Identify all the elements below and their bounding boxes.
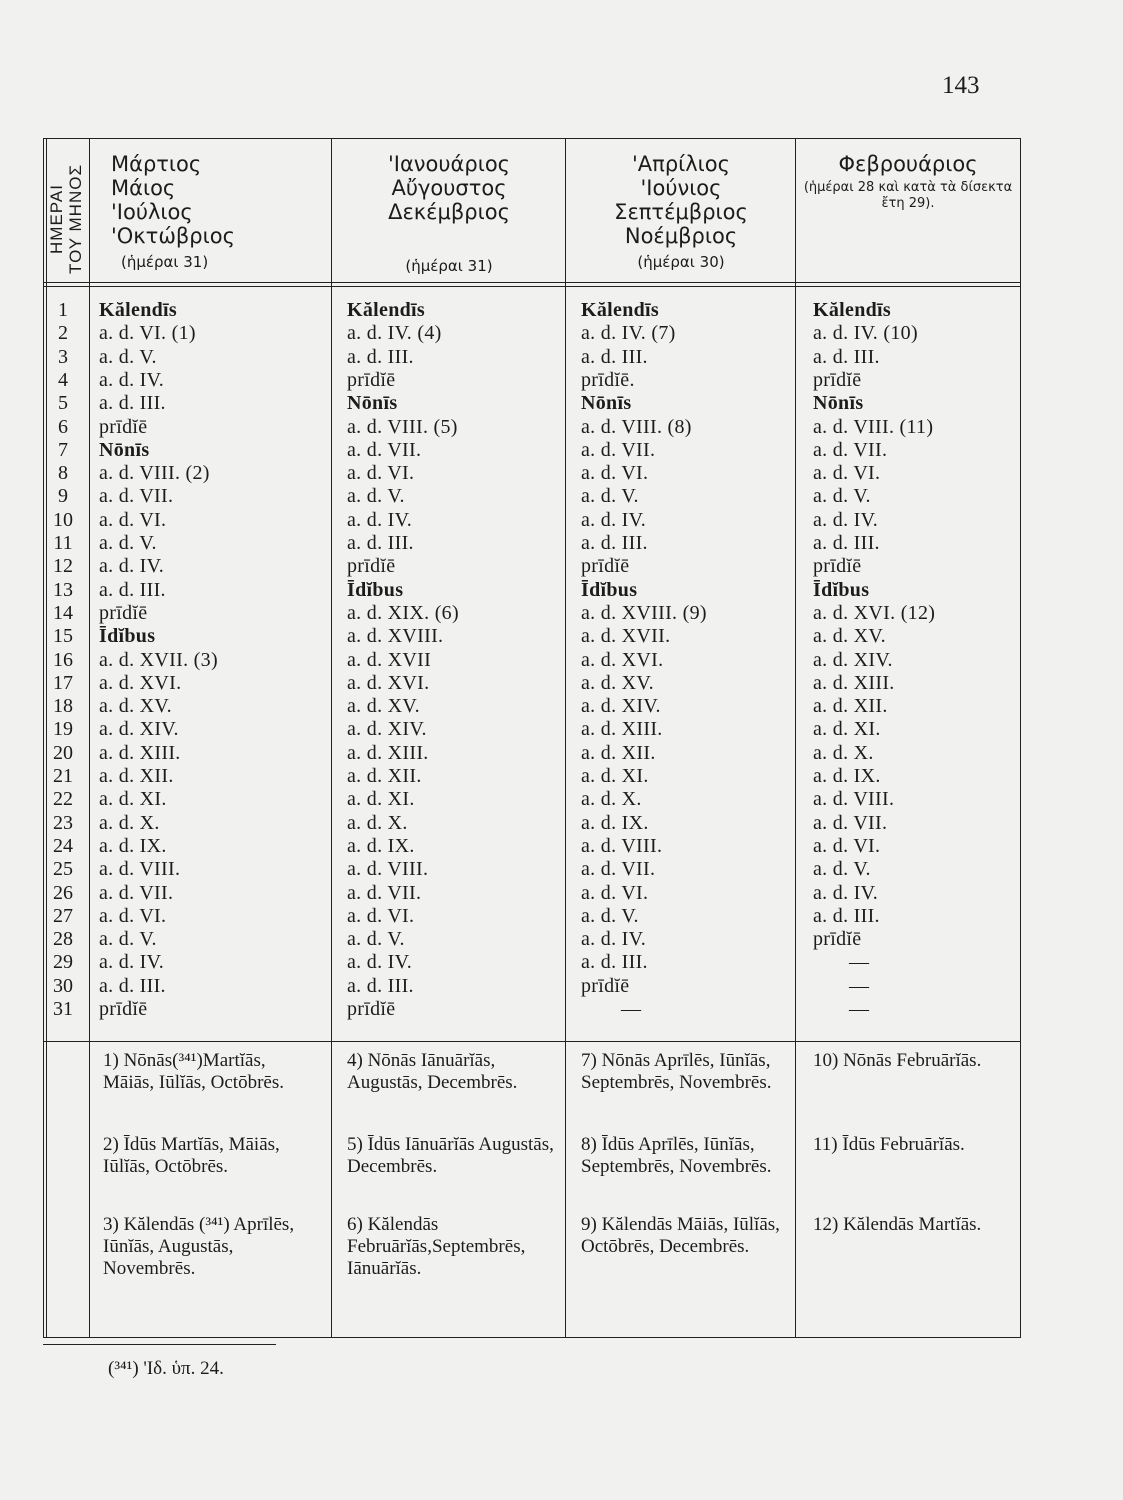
header-days: (ἡμέραι 28 καὶ κατὰ τὰ δίσεκτα ἔτη 29).: [803, 180, 1013, 211]
calendar-cell: Nōnīs: [347, 392, 398, 415]
header-month: Φεβρουάριος: [838, 152, 978, 176]
calendar-cell: a. d. VII.: [581, 858, 656, 881]
day-number: 1: [58, 299, 68, 321]
day-number: 9: [58, 485, 68, 508]
calendar-cell: a. d. IX.: [581, 811, 649, 834]
calendar-cell: a. d. VII.: [347, 438, 422, 461]
calendar-cell: Īdĭbus: [99, 625, 156, 648]
footnote-entry: 2) Īdūs Martĭās, Māiās, Iūlĭās, Octōbrēs.: [103, 1134, 280, 1177]
header-month: 'Ιούνιος: [640, 176, 722, 200]
day-number: 12: [53, 555, 73, 578]
calendar-cell: a. d. XIII.: [99, 741, 181, 764]
calendar-cell: a. d. XIII.: [581, 718, 663, 741]
calendar-cell: a. d. III.: [99, 392, 166, 415]
calendar-cell: prīdĭē: [813, 555, 862, 578]
calendar-cell: a. d. V.: [99, 345, 157, 368]
calendar-cell: a. d. VI. (1): [99, 322, 196, 345]
calendar-cell: a. d. IX.: [99, 834, 167, 857]
calendar-cell: a. d. XI.: [347, 788, 415, 811]
calendar-cell: a. d. III.: [99, 578, 166, 601]
calendar-cell: a. d. XIV.: [581, 695, 661, 718]
calendar-cell: prīdĭē: [347, 555, 396, 578]
footnote-rule: [43, 1344, 276, 1345]
calendar-cell: prīdĭē: [813, 928, 862, 951]
footnote-entry: 8) Īdūs Aprīlēs, Iūnĭās, Septembrēs, Novembrēs.: [581, 1134, 772, 1177]
calendar-cell: a. d. IV.: [813, 881, 879, 904]
footnote: (³⁴¹) 'Ιδ. ὑπ. 24.: [108, 1358, 224, 1379]
calendar-cell: a. d. VI.: [581, 462, 649, 485]
calendar-cell: a. d. XIX. (6): [347, 601, 459, 624]
header-col1: [99, 152, 333, 274]
calendar-cell: prīdĭē: [813, 368, 862, 391]
calendar-cell: a. d. X.: [99, 811, 160, 834]
calendar-cell: a. d. VI.: [347, 904, 415, 927]
day-number: 24: [53, 834, 73, 857]
calendar-cell: a. d. XV.: [347, 695, 420, 718]
calendar-cell: prīdĭē.: [581, 368, 635, 391]
calendar-cell: a. d. X.: [581, 788, 642, 811]
calendar-cell: a. d. XI.: [99, 788, 167, 811]
day-number: 22: [53, 788, 73, 811]
calendar-cell: a. d. III.: [99, 974, 166, 997]
header-month: 'Ιανουάριος: [388, 152, 510, 176]
footnote-entry: 6) Kălendās Februārĭās,Septembrēs, Iānuārĭās.: [347, 1214, 526, 1279]
calendar-cell: a. d. VI.: [813, 462, 881, 485]
calendar-cell: —: [621, 998, 642, 1020]
calendar-cell: Īdĭbus: [813, 578, 870, 601]
calendar-cell: prīdĭē: [99, 601, 148, 624]
day-number: 3: [58, 345, 68, 368]
day-number: 6: [58, 415, 68, 438]
calendar-cell: a. d. XVI.: [347, 671, 430, 694]
day-number: 29: [53, 951, 73, 974]
calendar-cell: a. d. III.: [581, 532, 648, 554]
header-days: (ἡμέραι 31): [405, 257, 493, 275]
calendar-cell: a. d. IV.: [347, 508, 413, 531]
calendar-cell: a. d. VIII. (5): [347, 415, 458, 438]
calendar-cell: a. d. XIV.: [347, 718, 427, 741]
day-number: 16: [53, 648, 73, 671]
calendar-cell: a. d. XVI.: [99, 671, 182, 694]
calendar-cell: Nōnīs: [813, 392, 864, 415]
calendar-cell: a. d. VIII.: [347, 858, 429, 881]
header-month: Σεπτέμβριος: [614, 200, 748, 224]
calendar-cell: a. d. V.: [347, 928, 405, 951]
day-number: 4: [58, 368, 68, 391]
header-col3: [567, 152, 795, 274]
day-number: 27: [53, 904, 73, 927]
day-number: 23: [53, 811, 73, 834]
calendar-cell: a. d. XIV.: [813, 648, 893, 671]
calendar-cell: a. d. XIII.: [347, 741, 429, 764]
calendar-cell: a. d. V.: [347, 485, 405, 508]
calendar-cell: a. d. XVII. (3): [99, 648, 218, 671]
calendar-cell: a. d. IV.: [813, 508, 879, 531]
calendar-cell: a. d. VIII.: [99, 858, 181, 881]
day-number: 14: [53, 601, 73, 624]
footnote-entry: 4) Nōnās Iānuārĭās, Augustās, Decembrēs.: [347, 1050, 518, 1093]
calendar-cell: a. d. V.: [99, 532, 157, 554]
footnote-entry: 9) Kălendās Māiās, Iūlĭās, Octōbrēs, Decembrēs.: [581, 1214, 780, 1257]
calendar-cell: prīdĭē: [347, 998, 396, 1020]
calendar-cell: a. d. XI.: [581, 765, 649, 787]
calendar-cell: prīdĭē: [581, 555, 630, 578]
calendar-cell: —: [849, 951, 870, 974]
calendar-cell: a. d. III.: [813, 345, 880, 368]
day-number: 25: [53, 858, 73, 881]
calendar-cell: Nōnīs: [99, 438, 150, 461]
header-month: Αὔγουστος: [391, 176, 507, 200]
calendar-cell: a. d. IV.: [581, 508, 647, 531]
calendar-cell: a. d. IX.: [813, 765, 881, 787]
footnote-entry: 12) Kălendās Martĭās.: [813, 1214, 982, 1235]
calendar-cell: a. d. XV.: [99, 695, 172, 718]
calendar-cell: a. d. IV.: [99, 555, 165, 578]
day-number: 20: [53, 741, 73, 764]
calendar-table: [43, 138, 1021, 1338]
calendar-cell: prīdĭē: [581, 974, 630, 997]
header-month: Νοέμβριος: [624, 224, 738, 248]
calendar-cell: a. d. XVII.: [581, 625, 671, 648]
calendar-cell: a. d. IX.: [347, 834, 415, 857]
calendar-cell: Īdĭbus: [347, 578, 404, 601]
calendar-cell: a. d. XVI. (12): [813, 601, 936, 624]
calendar-cell: a. d. VII.: [99, 881, 174, 904]
calendar-cell: a. d. VIII. (8): [581, 415, 692, 438]
calendar-cell: a. d. V.: [813, 485, 871, 508]
calendar-cell: a. d. XVI.: [581, 648, 664, 671]
calendar-cell: a. d. V.: [581, 904, 639, 927]
calendar-cell: a. d. VI.: [581, 881, 649, 904]
footnote-entry: 7) Nōnās Aprīlēs, Iūnĭās, Septembrēs, Novembrēs.: [581, 1050, 772, 1093]
side-label-line1: ΗΜΕΡΑΙ: [47, 184, 66, 254]
footnote-entry: 1) Nōnās(³⁴¹)Martĭās, Māiās, Iūlĭās, Octōbrēs.: [103, 1050, 284, 1093]
calendar-cell: a. d. XVIII.: [347, 625, 444, 648]
calendar-cell: a. d. III.: [813, 904, 880, 927]
header-days: (ἡμέραι 30): [637, 253, 725, 271]
calendar-cell: —: [849, 974, 870, 997]
calendar-cell: Kălendīs: [347, 299, 425, 321]
day-number: 5: [58, 392, 68, 415]
page-number: 143: [942, 72, 980, 99]
calendar-cell: a. d. IV.: [347, 951, 413, 974]
calendar-cell: a. d. IV.: [99, 951, 165, 974]
header-month: Μάρτιος: [111, 152, 202, 176]
calendar-cell: —: [849, 998, 870, 1020]
day-number: 28: [53, 928, 73, 951]
calendar-cell: Kălendīs: [581, 299, 659, 321]
calendar-cell: a. d. V.: [813, 858, 871, 881]
day-number: 17: [53, 671, 73, 694]
calendar-cell: a. d. VII.: [347, 881, 422, 904]
calendar-cell: a. d. VII.: [813, 811, 888, 834]
side-label: [43, 144, 89, 294]
day-number: 18: [53, 695, 73, 718]
calendar-cell: a. d. III.: [347, 532, 414, 554]
header-month: Δεκέμβριος: [388, 200, 510, 224]
day-number: 19: [53, 718, 73, 741]
calendar-cell: a. d. X.: [347, 811, 408, 834]
header-month: 'Ιούλιος: [111, 200, 193, 224]
header-days: (ἡμέραι 31): [121, 253, 209, 271]
calendar-cell: a. d. XIV.: [99, 718, 179, 741]
calendar-cell: a. d. V.: [99, 928, 157, 951]
calendar-cell: a. d. VII.: [99, 485, 174, 508]
day-number: 8: [58, 462, 68, 485]
day-number: 7: [58, 438, 68, 461]
calendar-cell: a. d. VI.: [813, 834, 881, 857]
calendar-cell: Kălendīs: [813, 299, 891, 321]
day-number: 2: [58, 322, 68, 345]
calendar-cell: a. d. XI.: [813, 718, 881, 741]
calendar-cell: a. d. VI.: [99, 904, 167, 927]
calendar-cell: prīdĭē: [99, 415, 148, 438]
day-number: 13: [53, 578, 73, 601]
calendar-cell: a. d. VI.: [347, 462, 415, 485]
day-number: 10: [53, 508, 73, 531]
calendar-cell: a. d. VIII. (11): [813, 415, 934, 438]
day-number: 21: [53, 765, 73, 787]
day-number: 15: [53, 625, 73, 648]
footnote-entry: 3) Kălendās (³⁴¹) Aprīlēs, Iūnĭās, Augustās, Novembrēs.: [103, 1214, 295, 1279]
header-month: 'Οκτώβριος: [111, 224, 235, 248]
calendar-cell: a. d. III.: [581, 345, 648, 368]
day-number: 26: [53, 881, 73, 904]
calendar-cell: prīdĭē: [347, 368, 396, 391]
calendar-cell: a. d. IV.: [99, 368, 165, 391]
calendar-cell: a. d. IV. (4): [347, 322, 442, 345]
calendar-cell: a. d. XII.: [99, 765, 174, 787]
calendar-cell: prīdĭē: [99, 998, 148, 1020]
calendar-cell: a. d. VIII.: [581, 834, 663, 857]
calendar-cell: a. d. XII.: [581, 741, 656, 764]
footnote-entry: 10) Nōnās Februārĭās.: [813, 1050, 982, 1071]
day-number: 30: [53, 974, 73, 997]
calendar-cell: a. d. XII.: [347, 765, 422, 787]
calendar-cell: Īdĭbus: [581, 578, 638, 601]
calendar-cell: Kălendīs: [99, 299, 177, 321]
calendar-cell: a. d. V.: [581, 485, 639, 508]
calendar-cell: a. d. IV.: [581, 928, 647, 951]
header-month: 'Απρίλιος: [632, 152, 730, 176]
calendar-cell: a. d. XVII: [347, 648, 432, 671]
calendar-cell: a. d. VI.: [99, 508, 167, 531]
day-number: 31: [53, 998, 73, 1020]
calendar-cell: a. d. III.: [581, 951, 648, 974]
calendar-cell: a. d. VIII. (2): [99, 462, 210, 485]
calendar-cell: a. d. III.: [347, 345, 414, 368]
footnote-entry: 5) Īdūs Iānuārĭās Augustās, Decembrēs.: [347, 1134, 554, 1177]
calendar-cell: a. d. III.: [347, 974, 414, 997]
calendar-cell: a. d. X.: [813, 741, 874, 764]
header-col2: [333, 152, 565, 278]
header-col4: [797, 152, 1019, 212]
calendar-cell: a. d. XIII.: [813, 671, 895, 694]
calendar-cell: a. d. IV. (10): [813, 322, 918, 345]
calendar-cell: a. d. IV. (7): [581, 322, 676, 345]
calendar-cell: a. d. XVIII. (9): [581, 601, 707, 624]
calendar-cell: a. d. XV.: [813, 625, 886, 648]
calendar-cell: Nōnīs: [581, 392, 632, 415]
footnote-entry: 11) Īdūs Februārĭās.: [813, 1134, 965, 1155]
header-month: Μάιος: [111, 176, 176, 200]
side-label-line2: ΤΟΥ ΜΗΝΟΣ: [66, 164, 85, 274]
calendar-cell: a. d. III.: [813, 532, 880, 554]
calendar-cell: a. d. XII.: [813, 695, 888, 718]
calendar-cell: a. d. XV.: [581, 671, 654, 694]
calendar-cell: a. d. VIII.: [813, 788, 895, 811]
calendar-cell: a. d. VII.: [581, 438, 656, 461]
calendar-cell: a. d. VII.: [813, 438, 888, 461]
day-number: 11: [53, 532, 73, 554]
